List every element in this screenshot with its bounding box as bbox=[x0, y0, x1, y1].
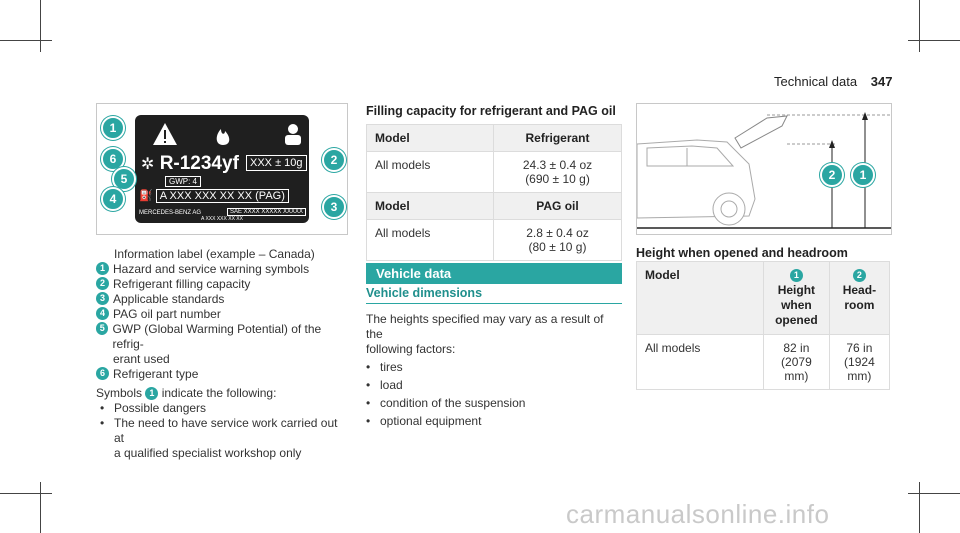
callout-5: 5 bbox=[112, 167, 136, 191]
gwp-value: GWP: 4 bbox=[165, 176, 201, 187]
refrigerant-type: ✲ R-1234yf bbox=[141, 153, 239, 174]
filling-title: Filling capacity for refrigerant and PAG oil bbox=[366, 104, 616, 118]
cell-headroom: 76 in (1924 mm) bbox=[829, 335, 889, 390]
legend-item: 3 Applicable standards bbox=[96, 292, 346, 307]
col-header-refrigerant: Refrigerant bbox=[494, 125, 622, 152]
bullet-item-continued: a qualified specialist workshop only bbox=[114, 446, 302, 460]
col-header-pag-oil: PAG oil bbox=[494, 193, 622, 220]
crop-mark bbox=[908, 40, 960, 41]
crop-mark bbox=[919, 0, 920, 52]
col-header-model: Model bbox=[637, 262, 764, 335]
subsection-vehicle-dimensions: Vehicle dimensions bbox=[366, 286, 622, 304]
bullet-item: • load bbox=[366, 378, 403, 392]
col-header-height-opened: 1 Height when opened bbox=[764, 262, 830, 335]
callout-1: 1 bbox=[851, 163, 875, 187]
symbols-note: Symbols 1 indicate the following: bbox=[96, 386, 277, 400]
bullet-item: • tires bbox=[366, 360, 403, 374]
hazard-icons bbox=[135, 115, 309, 151]
snowflake-icon: ✲ bbox=[141, 156, 155, 173]
manufacturer: MERCEDES-BENZ AG bbox=[139, 210, 202, 216]
height-title: Height when opened and headroom bbox=[636, 246, 848, 260]
watermark: carmanualsonline.info bbox=[566, 499, 830, 529]
crop-mark bbox=[40, 0, 41, 52]
callout-1: 1 bbox=[101, 116, 125, 140]
legend-item: 2 Refrigerant filling capacity bbox=[96, 277, 346, 292]
cell-model: All models bbox=[637, 335, 764, 390]
oil-part-number: ⛽ A XXX XXX XX XX (PAG) bbox=[139, 189, 289, 202]
callout-6: 6 bbox=[101, 147, 125, 171]
page-header bbox=[774, 74, 892, 89]
legend-item: 6 Refrigerant type bbox=[96, 367, 346, 382]
cell-pag-oil: 2.8 ± 0.4 oz (80 ± 10 g) bbox=[494, 220, 622, 261]
label-legend bbox=[96, 247, 346, 461]
callout-2: 2 bbox=[820, 163, 844, 187]
crop-mark bbox=[0, 40, 52, 41]
page-number: 347 bbox=[870, 74, 893, 89]
cell-model: All models bbox=[367, 152, 494, 193]
col-header-model: Model bbox=[367, 193, 494, 220]
legend-item: 5 GWP (Global Warming Potential) of the refrig- bbox=[96, 322, 346, 352]
cell-model: All models bbox=[367, 220, 494, 261]
legend-item-continued: erant used bbox=[113, 352, 170, 366]
section-title: Technical data bbox=[774, 74, 858, 89]
bullet-item: • The need to have service work carried out at bbox=[100, 416, 338, 445]
vehicle-intro: The heights specified may vary as a result of the following factors: • tires • load • condition of the suspension • optional equipment bbox=[366, 312, 622, 429]
crop-mark bbox=[908, 493, 960, 494]
callout-2: 2 bbox=[322, 148, 346, 172]
crop-mark bbox=[40, 482, 41, 533]
flame-icon bbox=[217, 129, 230, 145]
bullet-item: • condition of the suspension bbox=[366, 396, 526, 410]
bullet-item: • optional equipment bbox=[366, 414, 482, 428]
height-figure bbox=[636, 103, 892, 235]
service-person-icon bbox=[288, 124, 298, 134]
label-code: A XXX XXX XX XX bbox=[201, 216, 243, 222]
col-header-model: Model bbox=[367, 125, 494, 152]
sae-standard: SAE XXXX XXXXX XXXXX bbox=[227, 208, 306, 216]
filling-amount: XXX ± 10g bbox=[246, 155, 307, 171]
callout-4: 4 bbox=[101, 187, 125, 211]
legend-caption: Information label (example – Canada) bbox=[114, 247, 315, 261]
crop-mark bbox=[0, 493, 52, 494]
label-figure bbox=[96, 103, 348, 235]
refrigerant-table bbox=[366, 124, 622, 261]
callout-3: 3 bbox=[322, 195, 346, 219]
height-table bbox=[636, 261, 890, 390]
oil-can-icon: ⛽ bbox=[139, 190, 153, 202]
col-header-headroom: 2 Head- room bbox=[829, 262, 889, 335]
section-bar-vehicle-data: Vehicle data bbox=[366, 263, 622, 284]
cell-refrigerant: 24.3 ± 0.4 oz (690 ± 10 g) bbox=[494, 152, 622, 193]
cell-height-opened: 82 in (2079 mm) bbox=[764, 335, 830, 390]
information-label bbox=[135, 115, 309, 223]
legend-item: 1 Hazard and service warning symbols bbox=[96, 262, 346, 277]
crop-mark bbox=[919, 482, 920, 533]
bullet-item: • Possible dangers bbox=[100, 401, 207, 415]
legend-item: 4 PAG oil part number bbox=[96, 307, 346, 322]
